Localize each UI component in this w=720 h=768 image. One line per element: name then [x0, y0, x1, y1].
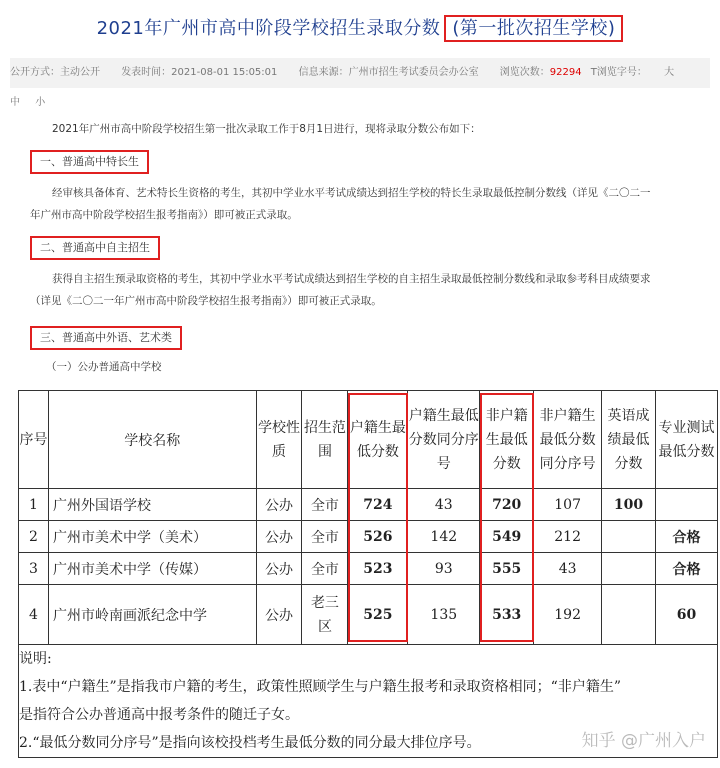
- intro-text: 2021年广州市高中阶段学校招生第一批次录取工作于8月1日进行，现将录取分数公布如下：: [52, 123, 481, 135]
- cell-nonlocal-rank: 107: [534, 489, 602, 521]
- cell-school-name: 广州外国语学校: [48, 489, 256, 521]
- section-heading-1: 一、普通高中特长生: [30, 150, 149, 174]
- cell-school-type: 公办: [256, 489, 302, 521]
- page-title: [0, 14, 720, 40]
- notes-title: 说明:: [19, 651, 52, 667]
- th-nonlocal-rank: 非户籍生最低分数同分序号: [534, 391, 602, 489]
- note-1-line-1: 1.表中“户籍生”是指我市户籍的考生，政策性照顾学生与户籍生报考和录取资格相同；“非户籍生”: [19, 679, 621, 695]
- title-main: 2021年广州市高中阶段学校招生录取分数: [96, 18, 441, 39]
- title-highlight: (第一批次招生学校): [444, 15, 623, 42]
- cell-index: 4: [19, 585, 49, 645]
- cell-english-min: [602, 521, 656, 553]
- section-heading-3: 三、普通高中外语、艺术类: [30, 326, 182, 350]
- cell-scope: 全市: [302, 521, 348, 553]
- cell-local-min: 724: [348, 489, 408, 521]
- cell-nonlocal-rank: 212: [534, 521, 602, 553]
- cell-school-type: 公办: [256, 553, 302, 585]
- cell-test-min: 60: [656, 585, 718, 645]
- cell-scope: 全市: [302, 553, 348, 585]
- note-2: 2.“最低分数同分序号”是指向该校投档考生最低分数的同分最大排位序号。: [19, 735, 481, 751]
- cell-index: 3: [19, 553, 49, 585]
- cell-local-rank: 93: [408, 553, 480, 585]
- th-index: 序号: [19, 391, 49, 489]
- th-school-name: 学校名称: [48, 391, 256, 489]
- th-school-type: 学校性质: [256, 391, 302, 489]
- section-1-line-2: 年广州市高中阶段学校招生报考指南》）即可被正式录取。: [30, 209, 298, 221]
- cell-local-rank: 43: [408, 489, 480, 521]
- cell-english-min: 100: [602, 489, 656, 521]
- cell-school-type: 公办: [256, 585, 302, 645]
- th-scope: 招生范围: [302, 391, 348, 489]
- font-size-medium[interactable]: 中: [10, 97, 20, 108]
- section-2-line-2: （详见《二〇二一年广州市高中阶段学校招生报考指南》）即可被正式录取。: [30, 295, 382, 307]
- cell-local-min: 526: [348, 521, 408, 553]
- cell-scope: 老三区: [302, 585, 348, 645]
- cell-nonlocal-rank: 192: [534, 585, 602, 645]
- cell-english-min: [602, 553, 656, 585]
- subheading: （一）公办普通高中学校: [46, 361, 162, 373]
- cell-local-rank: 135: [408, 585, 480, 645]
- cell-nonlocal-min: 533: [480, 585, 534, 645]
- meta-bar: [10, 58, 710, 108]
- watermark: 知乎 @广州入户: [581, 731, 706, 751]
- section-2-line-1: 获得自主招生预录取资格的考生，其初中学业水平考试成绩达到招生学校的自主招生录取最低控制分数线和录取参考科目成绩要求: [52, 273, 651, 285]
- meta-views: 92294: [549, 67, 582, 78]
- meta-time: 发表时间：2021-08-01 15:05:01: [121, 67, 278, 78]
- font-size-small[interactable]: 小: [35, 97, 46, 108]
- cell-nonlocal-min: 549: [480, 521, 534, 553]
- meta-font-label: T浏览字号：: [590, 67, 647, 78]
- highlight-box-local-min: [348, 393, 408, 642]
- cell-nonlocal-rank: 43: [534, 553, 602, 585]
- meta-views-label: 浏览次数：: [499, 67, 550, 78]
- th-english-min: 英语成绩最低分数: [602, 391, 656, 489]
- cell-local-min: 523: [348, 553, 408, 585]
- cell-school-name: 广州市美术中学（传媒）: [48, 553, 256, 585]
- cell-english-min: [602, 585, 656, 645]
- cell-test-min: 合格: [656, 553, 718, 585]
- cell-school-name: 广州市岭南画派纪念中学: [48, 585, 256, 645]
- cell-nonlocal-min: 555: [480, 553, 534, 585]
- font-size-large[interactable]: 大: [664, 67, 675, 78]
- highlight-box-nonlocal-min: [480, 393, 534, 642]
- cell-local-rank: 142: [408, 521, 480, 553]
- th-local-rank: 户籍生最低分数同分序号: [408, 391, 480, 489]
- cell-index: 1: [19, 489, 49, 521]
- cell-index: 2: [19, 521, 49, 553]
- th-nonlocal-min: 非户籍生最低分数: [480, 391, 534, 489]
- meta-source: 信息来源：广州市招生考试委员会办公室: [298, 67, 479, 78]
- section-1-line-1: 经审核具备体育、艺术特长生资格的考生，其初中学业水平考试成绩达到招生学校的特长生录取最低控制分数线（详见《二〇二一: [52, 187, 651, 199]
- note-1-line-2: 是指符合公办普通高中报考条件的随迁子女。: [19, 707, 299, 723]
- th-local-min: 户籍生最低分数: [348, 391, 408, 489]
- section-heading-2: 二、普通高中自主招生: [30, 236, 160, 260]
- meta-mode: 公开方式：主动公开: [10, 67, 100, 78]
- th-test-min: 专业测试最低分数: [656, 391, 718, 489]
- cell-school-name: 广州市美术中学（美术）: [48, 521, 256, 553]
- cell-test-min: 合格: [656, 521, 718, 553]
- cell-scope: 全市: [302, 489, 348, 521]
- cell-local-min: 525: [348, 585, 408, 645]
- cell-nonlocal-min: 720: [480, 489, 534, 521]
- cell-school-type: 公办: [256, 521, 302, 553]
- cell-test-min: [656, 489, 718, 521]
